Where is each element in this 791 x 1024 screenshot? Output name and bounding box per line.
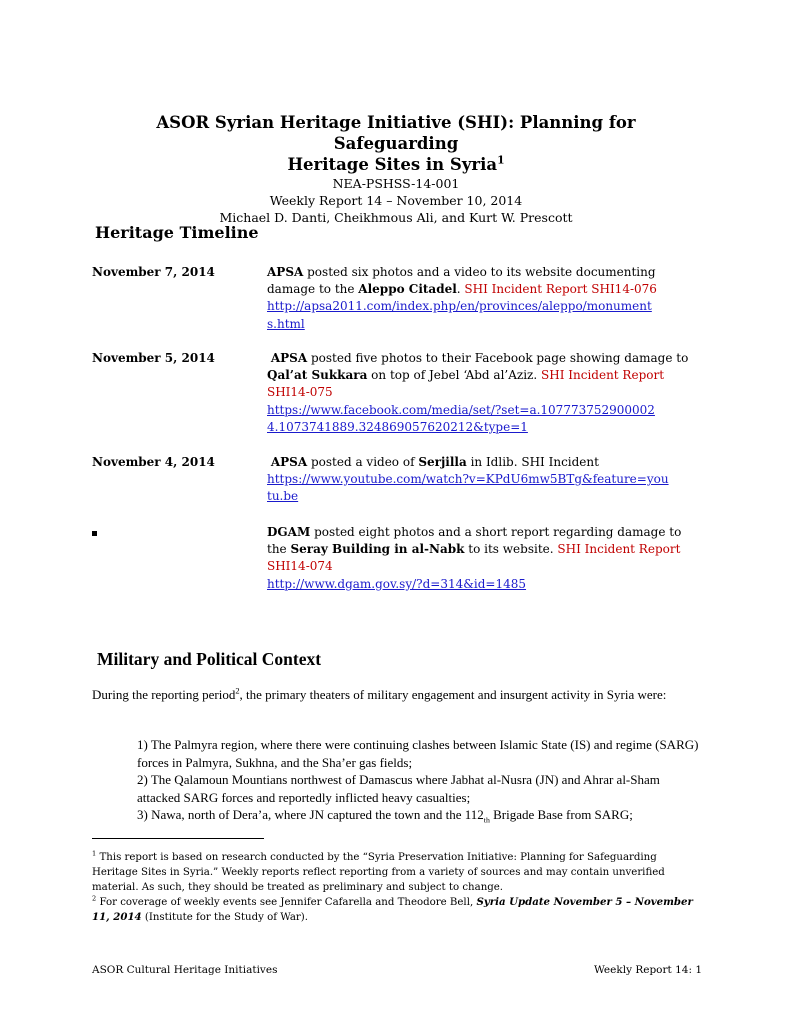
source-org: APSA xyxy=(270,351,308,365)
site-name: Qal’at Sukkara xyxy=(267,368,368,383)
report-header xyxy=(92,112,700,226)
entry-body: DGAM posted eight photos and a short report regarding damage to the Seray Building in al-Nabk to its website. SHI Incident Report SHI14-074 http://www.dgam.gov.sy/?d=314&id=1485 xyxy=(267,525,682,591)
incident-report-ref: SHI Incident Report SHI14-074 xyxy=(267,542,681,574)
entry-date: November 7, 2014 xyxy=(92,265,215,279)
site-name: Serjilla xyxy=(418,455,467,469)
entry-body: APSA posted five photos to their Facebook page showing damage to Qal’at Sukkara on top of Jebel ‘Abd al’Aziz. SHI Incident Report SHI14-075 https://www.facebook.com/media/set/?set=a.107773752900002 4.1073741889.324869057620212&type=1 xyxy=(267,351,689,434)
source-org: DGAM xyxy=(267,525,311,539)
list-item: 1) The Palmyra region, where there were continuing clashes between Islamic State (IS) and regime (SARG) forces in Palmyra, Sukhna, and the Sha’er gas fields; xyxy=(137,737,699,770)
military-context-heading: Military and Political Context xyxy=(97,649,322,669)
site-name: Seray Building in al-Nabk xyxy=(290,542,465,557)
footnote-ref-2: 2 xyxy=(235,685,240,696)
footnote-1: $^1$ This report is based on research conducted by the “Syria Preservation Initiative: Planning for Safeguarding Heritage Sites in Syria.” Weekly reports reflect reporting from a variety of sources and may contain unverified material. As such, they should be treated as preliminary and subject to change. xyxy=(92,849,665,893)
incident-report-ref: SHI Incident Report SHI14-076 xyxy=(464,282,657,297)
entry-body: APSA posted a video of Serjilla in Idlib. SHI Incident https://www.youtube.com/watch?v=KPdU6mw5BTg&feature=you tu.be xyxy=(267,455,669,504)
timeline-entry xyxy=(92,454,702,506)
page-footer xyxy=(92,964,702,976)
entry-date-bullet xyxy=(92,524,262,541)
incident-report-ref: SHI Incident Report SHI14-075 xyxy=(267,368,665,400)
source-org: APSA xyxy=(270,455,308,469)
timeline-entry xyxy=(92,350,702,436)
grant-number: NEA-PSHSS-14-001 xyxy=(332,176,460,191)
footer-org: ASOR Cultural Heritage Initiatives xyxy=(92,964,278,976)
source-org: APSA xyxy=(267,265,304,279)
list-item: 3) Nawa, north of Dera’a, where JN captured the town and the $112_{th}$ Brigade Base from SARG; xyxy=(137,807,633,825)
source-link[interactable]: https://www.youtube.com/watch?v=KPdU6mw5BTg&feature=you tu.be xyxy=(267,472,669,504)
theaters-list xyxy=(137,736,702,824)
timeline-entry xyxy=(92,524,702,593)
context-intro: During the reporting period$^2$, the primary theaters of military engagement and insurgent activity in Syria were: xyxy=(92,685,667,702)
source-link[interactable]: http://www.dgam.gov.sy/?d=314&id=1485 xyxy=(267,576,527,591)
entry-body: APSA posted six photos and a video to its website documenting damage to the Aleppo Citadel. SHI Incident Report SHI14-076 http://apsa2011.com/index.php/en/provinces/aleppo/monument s.html xyxy=(267,265,657,331)
list-item: 2) The Qalamoun Mountians northwest of Damascus where Jabhat al-Nusra (JN) and Ahrar al-Sham attacked SARG forces and reportedly inflicted heavy casualties; xyxy=(137,772,660,805)
site-name: Aleppo Citadel xyxy=(358,282,457,297)
cited-title: Syria Update November 5 – November 11, 2014 xyxy=(92,896,693,923)
footnotes xyxy=(92,850,702,925)
footnote-2: $^2$ For coverage of weekly events see Jennifer Cafarella and Theodore Bell, Syria Update November 5 – November 11, 2014 (Institute for the Study of War). xyxy=(92,894,693,923)
source-link[interactable]: https://www.facebook.com/media/set/?set=a.107773752900002 4.1073741889.324869057620212&type=1 xyxy=(267,402,655,434)
bullet-marker xyxy=(92,531,97,536)
timeline-entry xyxy=(92,264,702,333)
footer-page-number: Weekly Report 14: 1 xyxy=(593,964,702,976)
entry-date: November 4, 2014 xyxy=(92,455,215,469)
footnote-ref-1: 1 xyxy=(497,153,505,167)
source-link[interactable]: http://apsa2011.com/index.php/en/provinces/aleppo/monument s.html xyxy=(267,299,652,331)
authors: Michael D. Danti, Cheikhmous Ali, and Kurt W. Prescott xyxy=(219,210,573,225)
heritage-timeline-heading: Heritage Timeline xyxy=(95,223,259,242)
entry-date: November 5, 2014 xyxy=(92,351,215,365)
report-number-date: Weekly Report 14 – November 10, 2014 xyxy=(269,193,523,208)
report-title-line-2: Heritage Sites in Syria$^1$ xyxy=(287,153,505,174)
footnote-separator xyxy=(92,838,264,839)
report-title-line-1: ASOR Syrian Heritage Initiative (SHI): Planning for Safeguarding xyxy=(156,113,636,153)
